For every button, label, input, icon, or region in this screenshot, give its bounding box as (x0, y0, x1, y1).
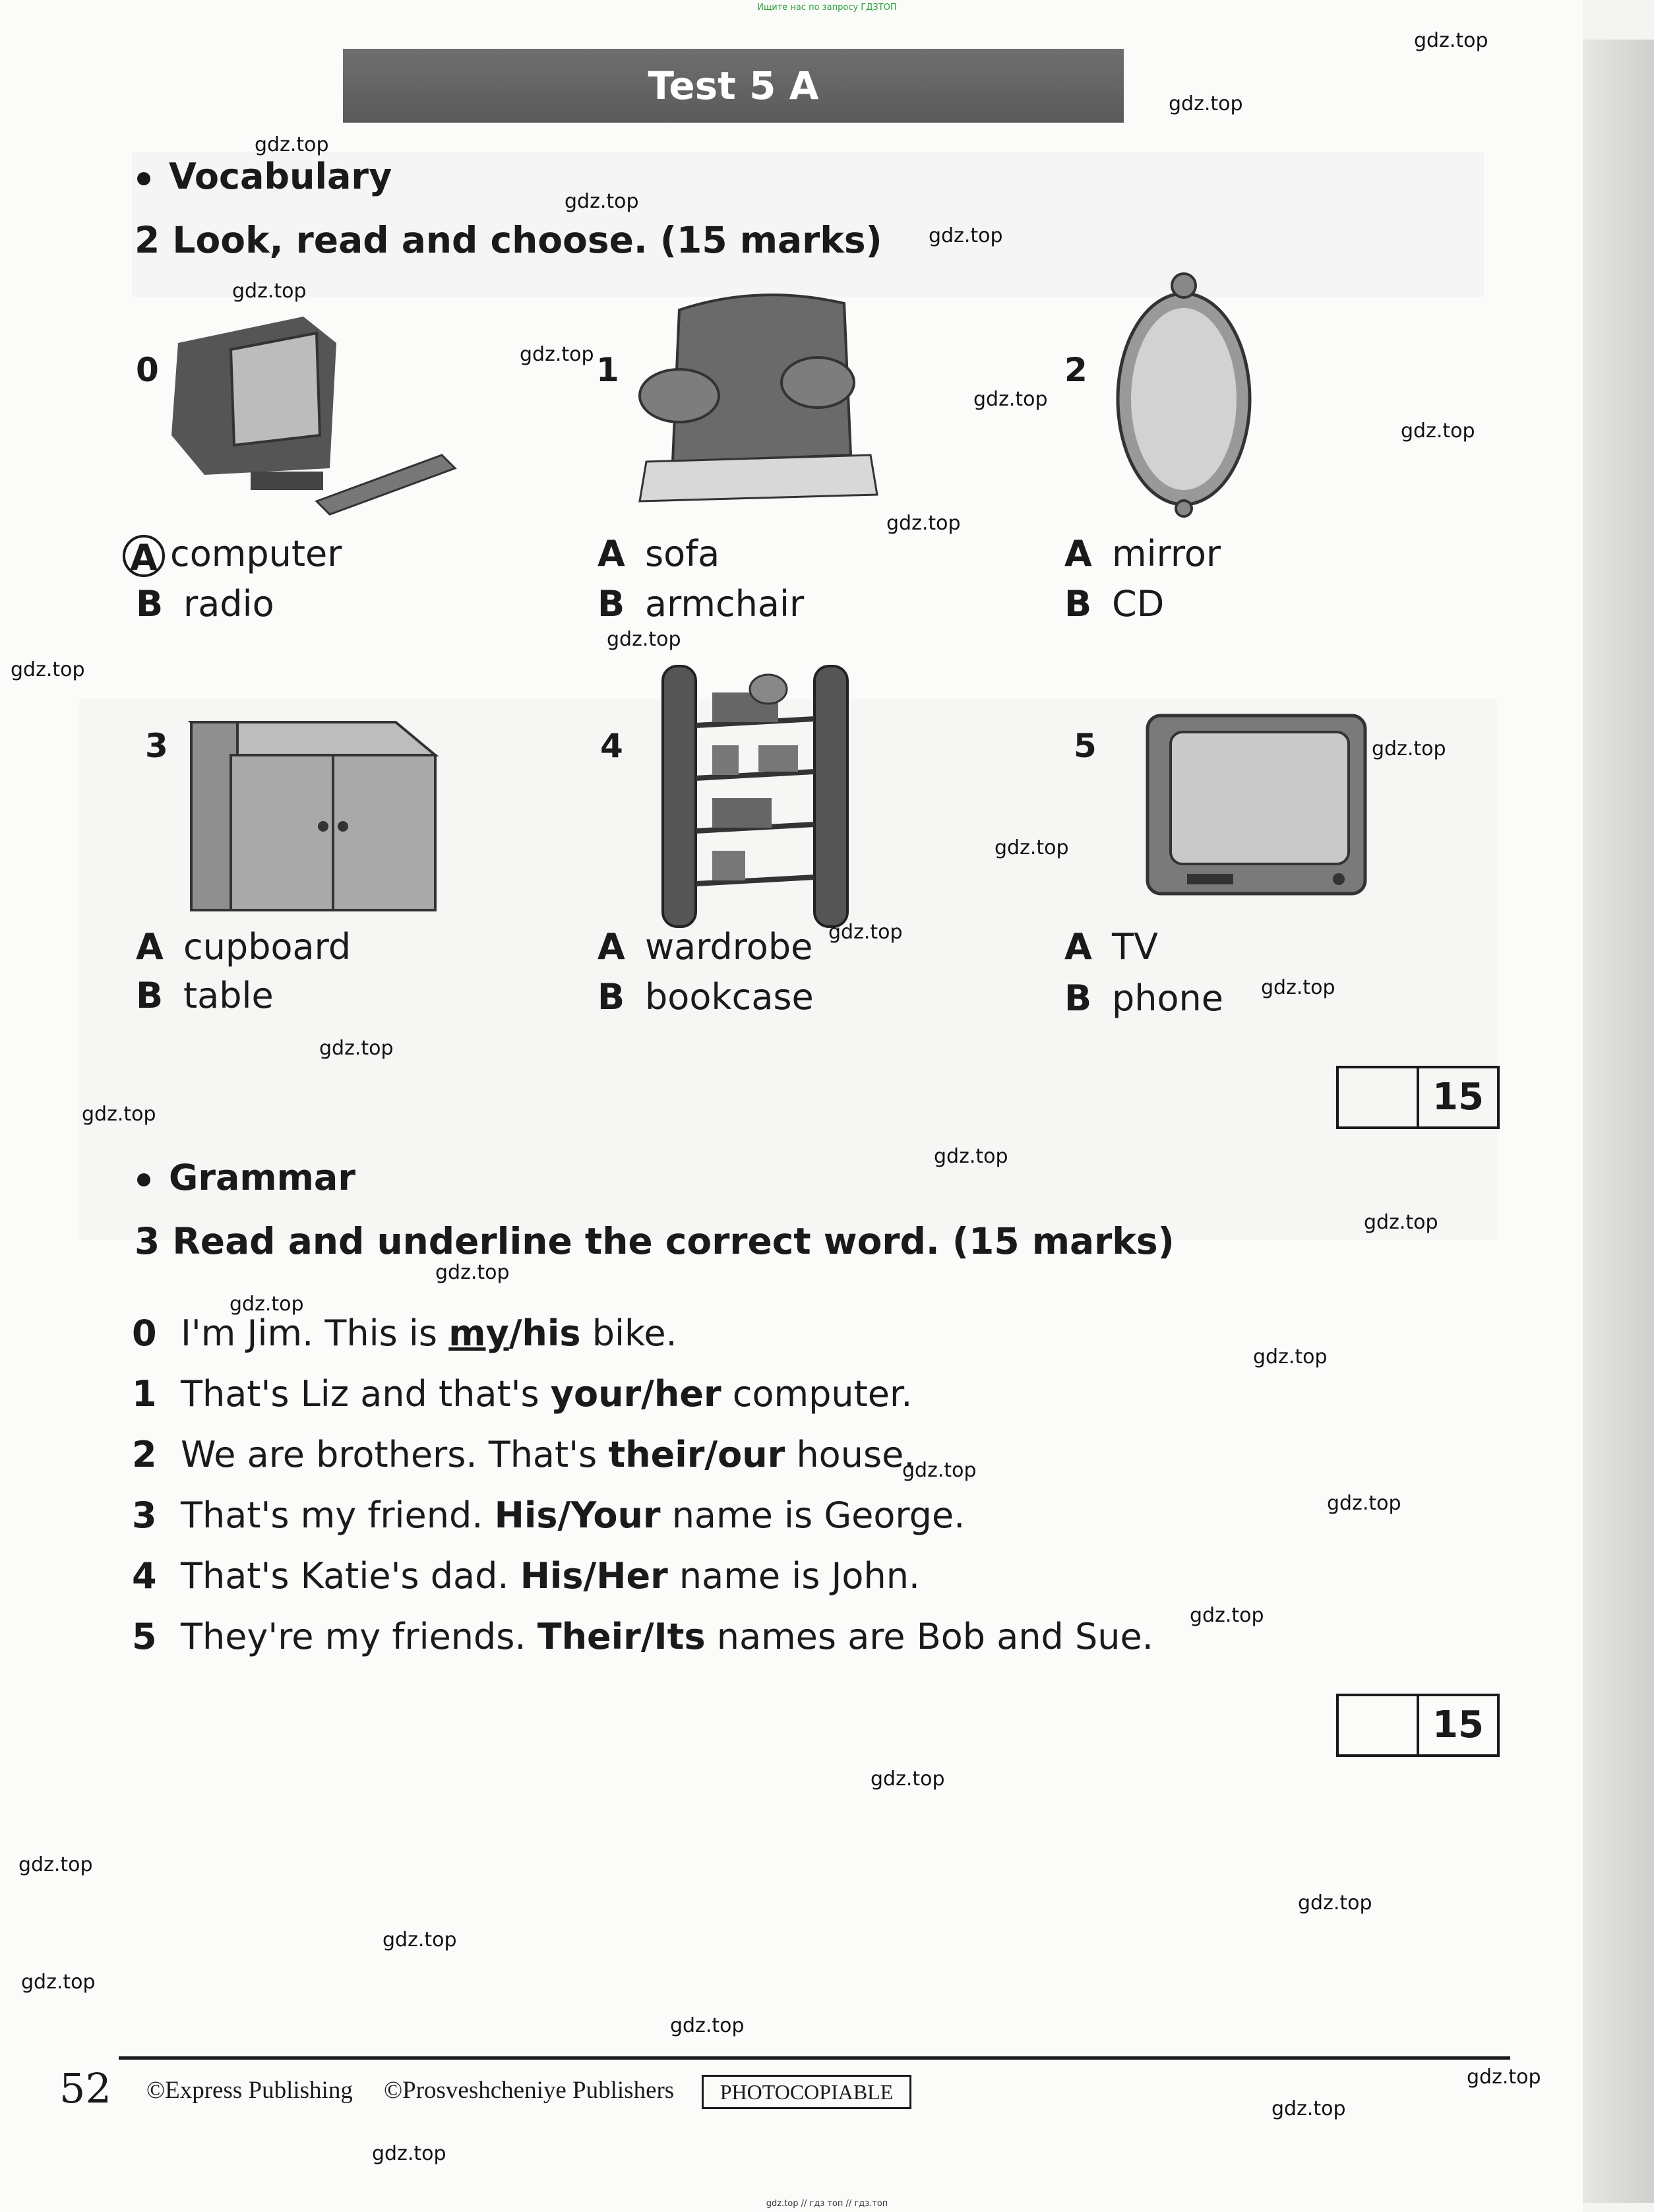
sentence-text: bike. (580, 1312, 677, 1354)
option-text: TV (1112, 926, 1158, 968)
publisher-express: ©Express Publishing (146, 2077, 353, 2104)
option-text: cupboard (183, 926, 352, 968)
sentence-4 (132, 1555, 920, 1597)
watermark: gdz.top (828, 921, 903, 944)
watermark: gdz.top (1271, 2097, 1346, 2120)
grammar-label: Grammar (169, 1157, 355, 1198)
option-letter: B (136, 975, 164, 1016)
item-3-option-a[interactable] (136, 926, 351, 968)
sentence-number: 2 (132, 1434, 157, 1475)
watermark: gdz.top (18, 1853, 93, 1876)
slash: / (641, 1373, 654, 1415)
sentence-number: 3 (132, 1494, 157, 1536)
item-2-option-a[interactable] (1064, 533, 1221, 574)
option-text: phone (1112, 977, 1223, 1019)
watermark: gdz.top (1298, 1891, 1372, 1915)
armchair-icon (627, 284, 890, 521)
sentence-text: names are Bob and Sue. (705, 1616, 1153, 1657)
option-letter: B (597, 976, 625, 1018)
grammar-heading (137, 1157, 355, 1198)
option-letter: B (136, 583, 164, 625)
watermark: gdz.top (1401, 419, 1475, 443)
grammar-score-box (1336, 1694, 1500, 1757)
watermark: gdz.top (607, 628, 681, 651)
watermark: gdz.top (1327, 1492, 1401, 1515)
watermark: gdz.top (902, 1459, 977, 1482)
item-1-option-b[interactable] (597, 583, 804, 625)
watermark: gdz.top (973, 388, 1048, 411)
sentence-number: 5 (132, 1616, 157, 1657)
item-number: 5 (1074, 727, 1097, 765)
sentence-text: We are brothers. That's (181, 1434, 609, 1475)
slash: / (557, 1494, 571, 1536)
slash: / (583, 1555, 597, 1597)
watermark: gdz.top (82, 1103, 156, 1126)
word-option[interactable]: His (520, 1555, 584, 1597)
slash: / (704, 1434, 718, 1475)
word-option[interactable]: Their (537, 1616, 641, 1657)
watermark: gdz.top (21, 1971, 96, 1994)
watermark: gdz.top (520, 343, 594, 366)
watermark: gdz.top (1414, 29, 1488, 52)
option-text: sofa (645, 533, 720, 574)
watermark: gdz.top (1253, 1345, 1328, 1368)
option-letter: B (597, 583, 625, 625)
watermark: gdz.top (11, 658, 85, 681)
watermark: gdz.top (565, 190, 639, 213)
sentence-text: That's Liz and that's (181, 1373, 551, 1415)
score-total: 15 (1432, 1704, 1484, 1746)
score-total: 15 (1432, 1076, 1484, 1119)
watermark: gdz.top (1190, 1604, 1264, 1627)
cupboard-icon (185, 716, 442, 913)
item-4-option-b[interactable] (597, 976, 814, 1018)
item-3-option-b[interactable] (136, 975, 274, 1016)
sentence-0 (132, 1312, 677, 1354)
item-4-option-a[interactable] (597, 926, 812, 968)
vocabulary-task: 2 Look, read and choose. (15 marks) (135, 219, 882, 261)
word-option[interactable]: their (608, 1434, 705, 1475)
vocabulary-heading (137, 156, 392, 197)
computer-icon (165, 303, 462, 521)
watermark: gdz.top (435, 1261, 510, 1284)
option-text: armchair (645, 583, 805, 625)
bullet-icon (137, 1173, 150, 1186)
item-5-option-a[interactable] (1064, 926, 1158, 968)
word-option[interactable]: His (494, 1494, 558, 1536)
watermark: gdz.top (319, 1037, 394, 1060)
option-text: wardrobe (645, 926, 813, 968)
watermark: gdz.top (1261, 976, 1335, 999)
watermark: gdz.top (871, 1767, 945, 1791)
sentence-3 (132, 1494, 965, 1536)
option-letter: A (1064, 533, 1092, 574)
item-5-option-b[interactable] (1064, 977, 1223, 1019)
slash: / (508, 1312, 522, 1354)
page-number: 52 (59, 2064, 111, 2112)
watermark: gdz.top (1169, 92, 1243, 115)
sentence-text: They're my friends. (181, 1616, 537, 1657)
slash: / (640, 1616, 654, 1657)
item-number: 4 (600, 727, 623, 765)
publisher-prosveshcheniye: ©Prosveshcheniye Publishers (384, 2077, 675, 2104)
watermark: gdz.top (1364, 1211, 1438, 1234)
item-number: 3 (145, 727, 168, 765)
option-letter: A (597, 533, 625, 574)
vocabulary-label: Vocabulary (169, 156, 392, 197)
item-number: 1 (596, 351, 619, 389)
item-1-option-a[interactable] (597, 533, 720, 574)
footer-divider (119, 2056, 1510, 2060)
word-option[interactable]: Your (570, 1494, 661, 1536)
watermark: gdz.top (886, 512, 961, 535)
watermark: gdz.top (1372, 737, 1446, 760)
option-text: radio (183, 583, 274, 625)
header-note: Ищите нас по запросу ГДЗТОП (757, 3, 897, 13)
item-2-option-b[interactable] (1064, 583, 1164, 625)
tv-icon (1141, 696, 1378, 907)
sentence-number: 1 (132, 1373, 157, 1415)
grammar-task: 3 Read and underline the correct word. (15 marks) (135, 1220, 1175, 1262)
sentence-text: name is John. (667, 1555, 921, 1597)
item-0-option-a[interactable] (123, 533, 342, 577)
selected-answer-circle: A (123, 535, 165, 577)
word-option-underlined[interactable]: my (448, 1312, 509, 1354)
item-number: 2 (1064, 351, 1087, 389)
option-letter: A (136, 926, 164, 968)
photocopiable-label: PHOTOCOPIABLE (702, 2075, 911, 2109)
sentence-1 (132, 1373, 912, 1415)
option-text: computer (170, 533, 342, 574)
word-option[interactable]: her (654, 1373, 721, 1415)
option-text: bookcase (645, 976, 814, 1018)
item-0-option-b[interactable] (136, 583, 274, 625)
sentence-text: computer. (721, 1373, 913, 1415)
option-text: mirror (1112, 533, 1221, 574)
word-option[interactable]: Her (596, 1555, 668, 1597)
mirror-icon (1108, 267, 1260, 518)
bookcase-icon (659, 660, 871, 930)
watermark: gdz.top (372, 2142, 446, 2165)
sentence-text: name is George. (660, 1494, 965, 1536)
watermark: gdz.top (230, 1293, 304, 1316)
item-number: 0 (136, 351, 159, 389)
footer-note: gdz.top // гдз топ // гдз.топ (766, 2199, 888, 2209)
watermark: gdz.top (995, 836, 1069, 859)
option-letter: A (1064, 926, 1092, 968)
watermark: gdz.top (383, 1928, 457, 1951)
score-blank[interactable] (1339, 1696, 1419, 1754)
watermark: gdz.top (255, 133, 329, 156)
page-title: Test 5 A (343, 49, 1124, 123)
option-letter: B (1064, 583, 1092, 625)
watermark: gdz.top (232, 280, 307, 303)
word-option[interactable]: your (550, 1373, 642, 1415)
sentence-number: 0 (132, 1312, 157, 1354)
sentence-text: That's Katie's dad. (181, 1555, 520, 1597)
option-text: table (183, 975, 274, 1016)
word-option[interactable]: our (718, 1434, 785, 1475)
option-letter: A (597, 926, 625, 968)
watermark: gdz.top (670, 2014, 745, 2037)
vocabulary-score-box (1336, 1066, 1500, 1129)
score-blank[interactable] (1339, 1068, 1419, 1126)
sentence-5 (132, 1616, 1153, 1657)
sentence-text: house. (785, 1434, 915, 1475)
sentence-number: 4 (132, 1555, 157, 1597)
sentence-text: That's my friend. (181, 1494, 495, 1536)
sentence-2 (132, 1434, 915, 1475)
word-option[interactable]: his (522, 1312, 581, 1354)
watermark: gdz.top (1467, 2066, 1541, 2089)
watermark: gdz.top (934, 1145, 1008, 1168)
option-letter: B (1064, 977, 1092, 1019)
option-text: CD (1112, 583, 1165, 625)
watermark: gdz.top (929, 224, 1003, 247)
sentence-text: I'm Jim. This is (181, 1312, 449, 1354)
book-spine (1583, 40, 1654, 2203)
bullet-icon (137, 172, 150, 185)
word-option[interactable]: Its (654, 1616, 706, 1657)
